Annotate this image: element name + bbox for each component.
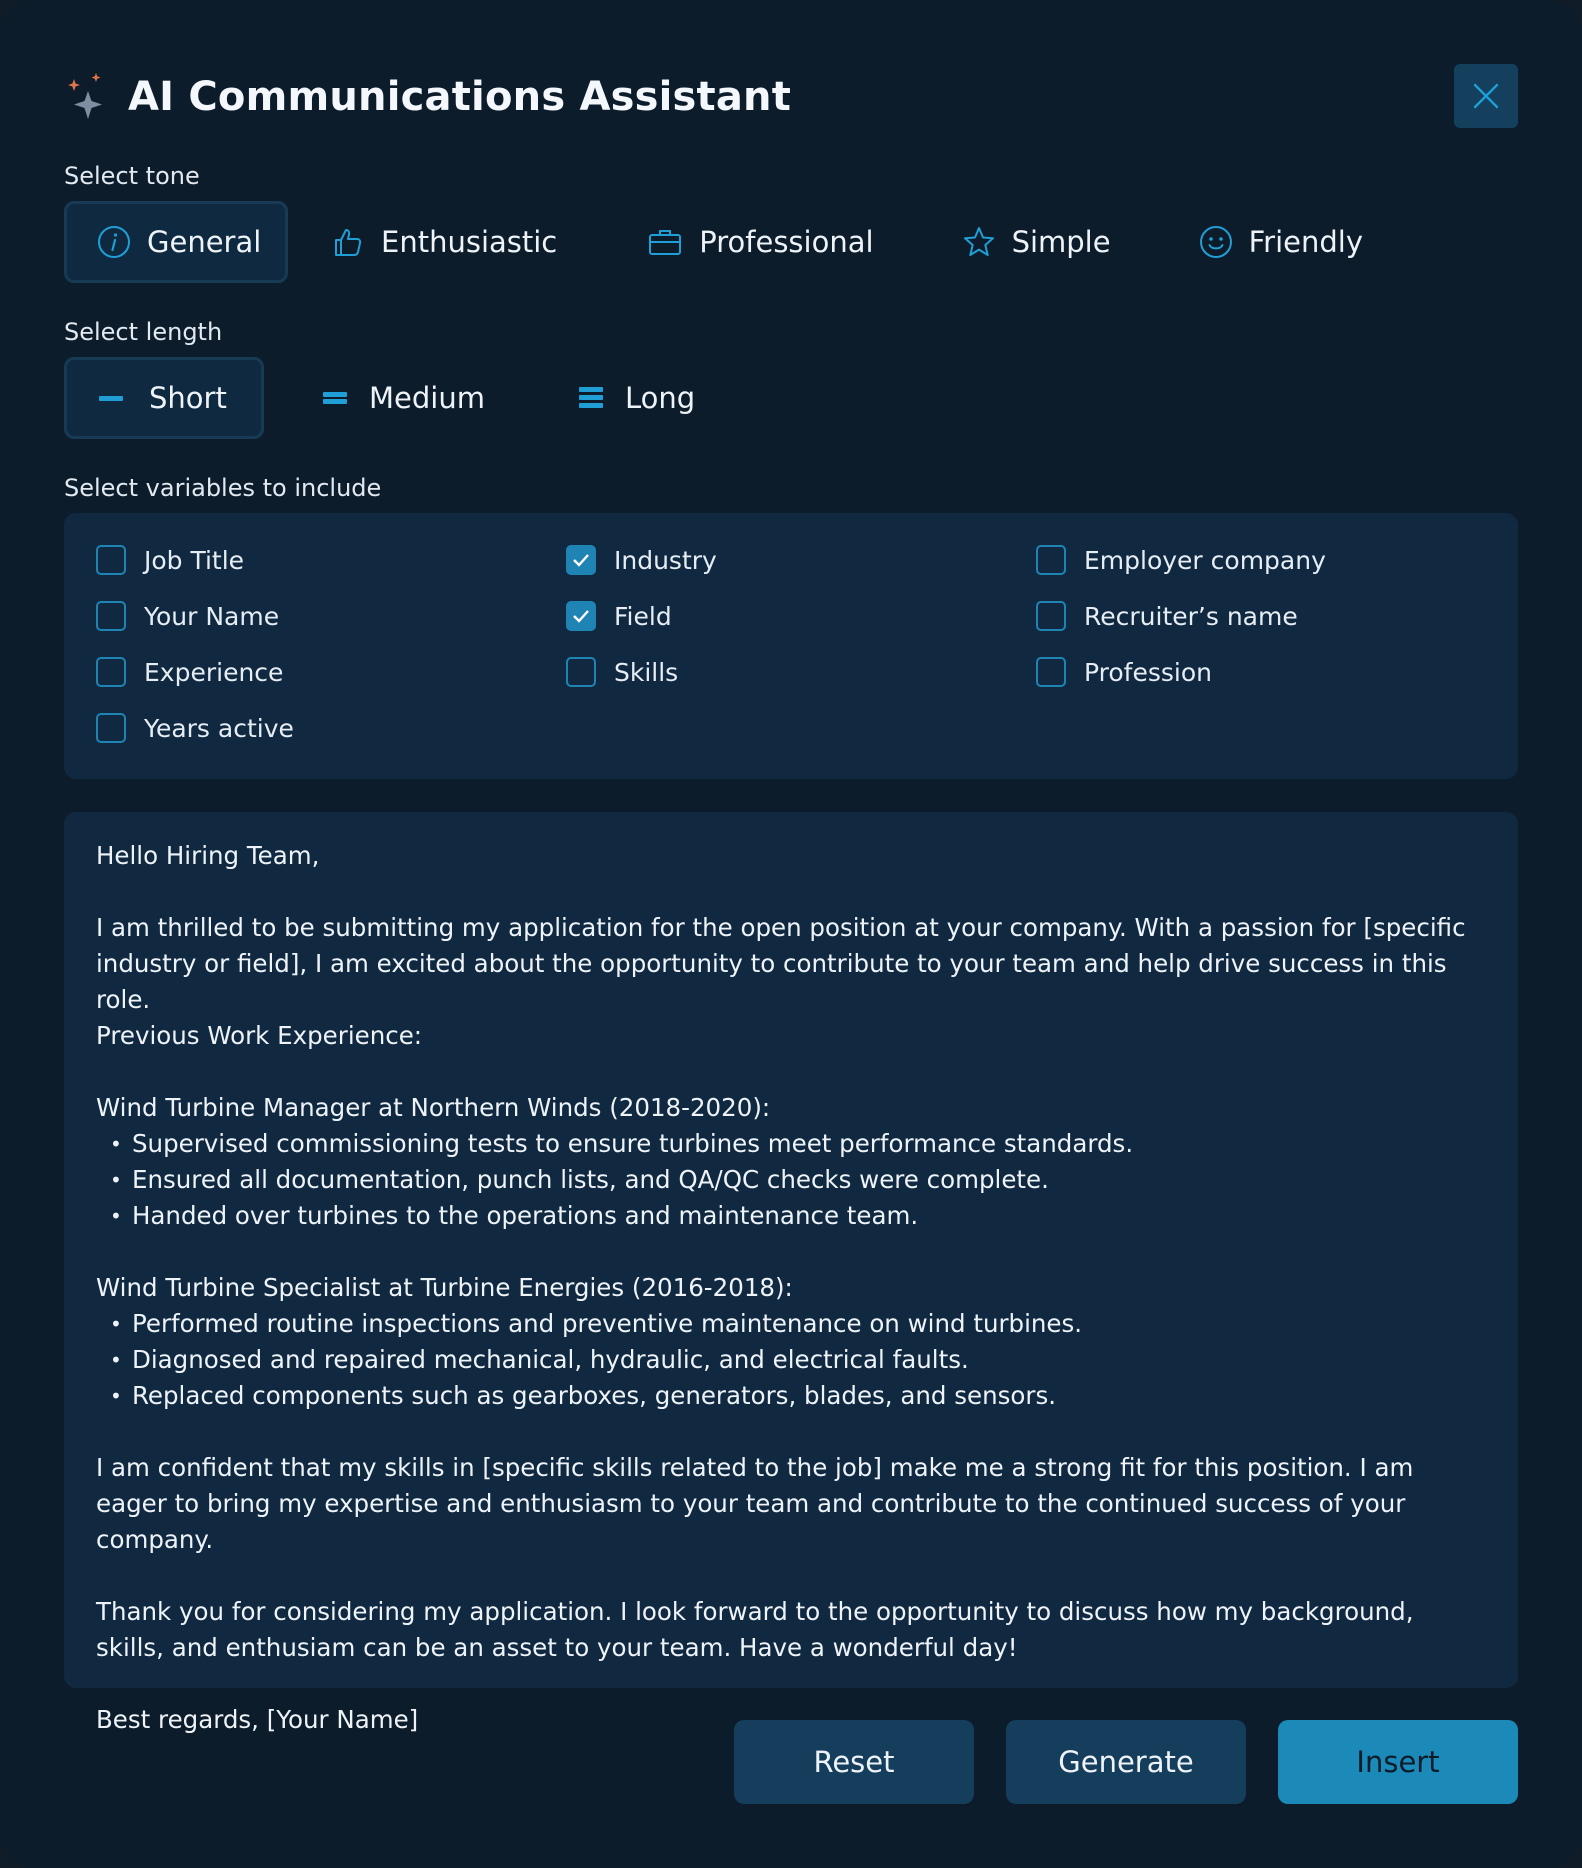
list-item: • Ensured all documentation, punch lists, and QA/QC checks were complete. (132, 1162, 1486, 1198)
variable-label: Experience (144, 657, 284, 687)
variables-section-label: Select variables to include (64, 474, 382, 502)
length-option-medium[interactable] (318, 357, 488, 439)
insert-button[interactable]: Insert (1278, 1720, 1518, 1804)
info-icon (97, 225, 131, 259)
letter-thanks: Thank you for considering my application. I look forward to the opportunity to discuss how my background, skills, and enthusiam can be an asset to your team. Have a wonderful day! (96, 1597, 1414, 1662)
dialog-title: AI Communications Assistant (128, 74, 792, 120)
star-icon (962, 225, 996, 259)
variable-label: Field (614, 601, 672, 631)
generated-letter-textarea[interactable] (64, 812, 1518, 1734)
length-option-short[interactable] (64, 357, 264, 439)
letter-signoff: Best regards, [Your Name] (96, 1705, 419, 1734)
tone-option-professional[interactable] (644, 201, 876, 283)
checkbox[interactable] (96, 545, 126, 575)
variable-label: Skills (614, 657, 679, 687)
list-item: • Supervised commissioning tests to ensure turbines meet performance standards. (132, 1126, 1486, 1162)
reset-button[interactable]: Reset (734, 1720, 974, 1804)
tone-option-label: Enthusiastic (381, 225, 558, 259)
variable-checkbox-employer-company[interactable] (1036, 545, 1326, 575)
length-option-label: Short (149, 381, 227, 415)
letter-greeting: Hello Hiring Team, (96, 841, 320, 870)
letter-job2-bullets (96, 1306, 1486, 1414)
length-option-long[interactable] (574, 357, 698, 439)
variable-checkbox-field[interactable] (566, 601, 672, 631)
list-item: • Replaced components such as gearboxes, generators, blades, and sensors. (132, 1378, 1486, 1414)
variable-checkbox-years-active[interactable] (96, 713, 294, 743)
list-item: • Performed routine inspections and preventive maintenance on wind turbines. (132, 1306, 1486, 1342)
checkbox[interactable] (96, 713, 126, 743)
generate-button[interactable]: Generate (1006, 1720, 1246, 1804)
letter-job1-title: Wind Turbine Manager at Northern Winds (2018-2020): (96, 1093, 771, 1122)
letter-intro-tail: Previous Work Experience: (96, 1021, 423, 1050)
checkbox[interactable] (566, 657, 596, 687)
variable-checkbox-profession[interactable] (1036, 657, 1212, 687)
list-item: • Handed over turbines to the operations and maintenance team. (132, 1198, 1486, 1234)
short-lines-icon (97, 381, 125, 415)
checkbox[interactable] (1036, 601, 1066, 631)
medium-lines-icon (321, 381, 349, 415)
briefcase-icon (647, 225, 683, 259)
variable-checkbox-industry[interactable] (566, 545, 717, 575)
variable-label: Profession (1084, 657, 1212, 687)
checkbox[interactable] (96, 601, 126, 631)
tone-section-label: Select tone (64, 162, 200, 190)
variable-label: Employer company (1084, 545, 1326, 575)
close-icon (1472, 82, 1500, 110)
long-lines-icon (577, 381, 605, 415)
letter-job1-bullets (96, 1126, 1486, 1234)
thumbs-up-icon (331, 225, 365, 259)
length-option-label: Long (624, 381, 696, 415)
tone-option-enthusiastic[interactable] (328, 201, 560, 283)
tone-option-simple[interactable] (959, 201, 1114, 283)
variable-label: Your Name (144, 601, 280, 631)
variable-label: Years active (144, 713, 294, 743)
length-section-label: Select length (64, 318, 223, 346)
variable-label: Industry (614, 545, 717, 575)
length-option-label: Medium (369, 381, 485, 415)
variable-label: Recruiter’s name (1084, 601, 1298, 631)
checkbox[interactable] (96, 657, 126, 687)
list-item: • Diagnosed and repaired mechanical, hydraulic, and electrical faults. (132, 1342, 1486, 1378)
close-button[interactable] (1454, 64, 1518, 128)
variable-checkbox-experience[interactable] (96, 657, 283, 687)
checkbox[interactable] (566, 545, 596, 575)
tone-option-friendly[interactable] (1196, 201, 1366, 283)
variable-checkbox-recruiters-name[interactable] (1036, 601, 1298, 631)
letter-confidence: I am confident that my skills in [specific skills related to the job] make me a strong fit for this position. I am eager to bring my expertise and enthusiasm to your team and contribute to the continued success of your company. (96, 1453, 1414, 1554)
dialog-header (64, 62, 791, 132)
tone-option-label: Simple (1011, 225, 1111, 259)
tone-option-label: Friendly (1248, 225, 1363, 259)
variable-checkbox-job-title[interactable] (96, 545, 244, 575)
letter-job2-title: Wind Turbine Specialist at Turbine Energies (2016-2018): (96, 1273, 793, 1302)
variable-label: Job Title (144, 545, 245, 575)
checkbox[interactable] (1036, 657, 1066, 687)
tone-option-label: Professional (699, 225, 874, 259)
sparkles-icon (64, 69, 108, 125)
variable-checkbox-skills[interactable] (566, 657, 678, 687)
checkbox[interactable] (1036, 545, 1066, 575)
variables-panel (64, 513, 1518, 779)
variable-checkbox-your-name[interactable] (96, 601, 279, 631)
tone-option-label: General (147, 225, 262, 259)
tone-options (64, 201, 1366, 283)
length-options (64, 357, 698, 439)
tone-option-general[interactable] (64, 201, 288, 283)
letter-intro: I am thrilled to be submitting my application for the open position at your company. With a passion for [specific industry or field], I am excited about the opportunity to contribute to your team and help drive success in this role. (96, 913, 1466, 1014)
checkbox[interactable] (566, 601, 596, 631)
smiley-icon (1199, 225, 1233, 259)
